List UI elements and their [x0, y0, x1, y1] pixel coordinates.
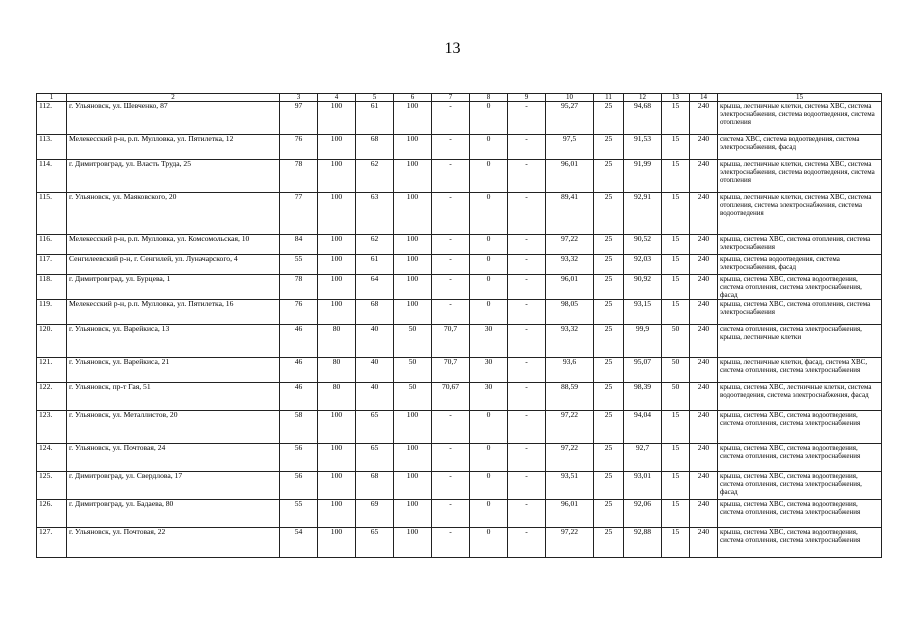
value-cell: - [432, 102, 470, 135]
value-cell: 100 [318, 160, 356, 193]
value-cell: - [508, 444, 546, 472]
value-cell: 98,39 [624, 383, 662, 411]
value-cell: 15 [662, 135, 690, 160]
column-header: 9 [508, 94, 546, 102]
value-cell: - [508, 255, 546, 275]
address-cell: г. Димитровград, ул. Власть Труда, 25 [67, 160, 280, 193]
value-cell: 15 [662, 235, 690, 255]
value-cell: 92,06 [624, 500, 662, 528]
value-cell: 25 [594, 275, 624, 300]
table-row [37, 500, 882, 528]
value-cell: 0 [470, 193, 508, 235]
value-cell: 54 [280, 528, 318, 558]
row-number-cell: 121. [37, 358, 67, 383]
works-cell: крыша, лестничные клетки, система ХВС, система электроснабжения, система водоотведения, система отопления [718, 160, 882, 193]
value-cell: 100 [394, 411, 432, 444]
value-cell: - [508, 160, 546, 193]
value-cell: 56 [280, 444, 318, 472]
value-cell: 15 [662, 275, 690, 300]
value-cell: 40 [356, 358, 394, 383]
value-cell: 63 [356, 193, 394, 235]
address-cell: г. Ульяновск, ул. Маяковского, 20 [67, 193, 280, 235]
value-cell: 100 [394, 500, 432, 528]
value-cell: 92,03 [624, 255, 662, 275]
value-cell: 25 [594, 500, 624, 528]
value-cell: 46 [280, 383, 318, 411]
column-header: 4 [318, 94, 356, 102]
value-cell: 65 [356, 528, 394, 558]
address-cell: Мелекесский р-н, р.п. Мулловка, ул. Пятилетка, 12 [67, 135, 280, 160]
value-cell: 25 [594, 358, 624, 383]
value-cell: 90,92 [624, 275, 662, 300]
row-number-cell: 113. [37, 135, 67, 160]
works-cell: крыша, система ХВС, система водоотведения, система отопления, система электроснабжения [718, 528, 882, 558]
column-header: 7 [432, 94, 470, 102]
value-cell: - [508, 411, 546, 444]
value-cell: 62 [356, 235, 394, 255]
value-cell: - [508, 528, 546, 558]
works-cell: крыша, система водоотведения, система электроснабжения, фасад [718, 255, 882, 275]
column-header: 5 [356, 94, 394, 102]
table-row [37, 411, 882, 444]
column-header: 3 [280, 94, 318, 102]
page-number: 13 [444, 40, 461, 57]
value-cell: 30 [470, 358, 508, 383]
value-cell: 84 [280, 235, 318, 255]
value-cell: - [508, 500, 546, 528]
value-cell: 94,68 [624, 102, 662, 135]
value-cell: 240 [690, 472, 718, 500]
value-cell: 46 [280, 325, 318, 358]
value-cell: - [432, 472, 470, 500]
value-cell: 100 [318, 411, 356, 444]
value-cell: 240 [690, 275, 718, 300]
value-cell: 100 [318, 255, 356, 275]
value-cell: 70,67 [432, 383, 470, 411]
value-cell: 15 [662, 528, 690, 558]
address-cell: г. Димитровград, ул. Свердлова, 17 [67, 472, 280, 500]
value-cell: 25 [594, 235, 624, 255]
value-cell: 0 [470, 235, 508, 255]
value-cell: 100 [394, 472, 432, 500]
value-cell: 15 [662, 411, 690, 444]
column-header: 1 [37, 94, 67, 102]
value-cell: 58 [280, 411, 318, 444]
value-cell: - [432, 135, 470, 160]
value-cell: 15 [662, 300, 690, 325]
row-number-cell: 114. [37, 160, 67, 193]
value-cell: 62 [356, 160, 394, 193]
value-cell: - [508, 102, 546, 135]
value-cell: 25 [594, 444, 624, 472]
table-row [37, 528, 882, 558]
value-cell: 97,22 [546, 444, 594, 472]
value-cell: - [508, 383, 546, 411]
address-cell: г. Ульяновск, ул. Варейкиса, 21 [67, 358, 280, 383]
value-cell: - [432, 255, 470, 275]
value-cell: 30 [470, 383, 508, 411]
value-cell: 78 [280, 160, 318, 193]
value-cell: 91,53 [624, 135, 662, 160]
value-cell: 25 [594, 325, 624, 358]
row-number-cell: 122. [37, 383, 67, 411]
value-cell: - [508, 358, 546, 383]
value-cell: 25 [594, 102, 624, 135]
column-header: 8 [470, 94, 508, 102]
row-number-cell: 123. [37, 411, 67, 444]
value-cell: 100 [318, 235, 356, 255]
value-cell: - [508, 472, 546, 500]
table-body [37, 102, 882, 558]
table-row [37, 135, 882, 160]
value-cell: - [508, 325, 546, 358]
value-cell: 91,99 [624, 160, 662, 193]
value-cell: 68 [356, 300, 394, 325]
value-cell: 40 [356, 325, 394, 358]
value-cell: 80 [318, 358, 356, 383]
value-cell: 50 [394, 358, 432, 383]
address-cell: Мелекесский р-н, р.п. Мулловка, ул. Комсомольская, 10 [67, 235, 280, 255]
row-number-cell: 125. [37, 472, 67, 500]
value-cell: 68 [356, 472, 394, 500]
value-cell: - [508, 193, 546, 235]
address-cell: Сенгилеевский р-н, г. Сенгилей, ул. Луначарского, 4 [67, 255, 280, 275]
column-header: 14 [690, 94, 718, 102]
row-number-cell: 116. [37, 235, 67, 255]
value-cell: 65 [356, 444, 394, 472]
row-number-cell: 112. [37, 102, 67, 135]
value-cell: 77 [280, 193, 318, 235]
works-cell: крыша, система ХВС, система отопления, система электроснабжения [718, 235, 882, 255]
address-cell: г. Димитровград, ул. Бурцева, 1 [67, 275, 280, 300]
value-cell: 25 [594, 255, 624, 275]
table-row [37, 383, 882, 411]
column-header: 6 [394, 94, 432, 102]
value-cell: 96,01 [546, 160, 594, 193]
column-header: 11 [594, 94, 624, 102]
table-row [37, 193, 882, 235]
value-cell: 100 [394, 444, 432, 472]
column-header: 10 [546, 94, 594, 102]
value-cell: 96,01 [546, 275, 594, 300]
table-row [37, 325, 882, 358]
value-cell: 92,88 [624, 528, 662, 558]
value-cell: 100 [318, 102, 356, 135]
address-cell: г. Ульяновск, ул. Почтовая, 22 [67, 528, 280, 558]
value-cell: 94,04 [624, 411, 662, 444]
value-cell: 100 [394, 275, 432, 300]
table-row [37, 300, 882, 325]
row-number-cell: 118. [37, 275, 67, 300]
value-cell: 100 [318, 500, 356, 528]
value-cell: 240 [690, 160, 718, 193]
value-cell: 100 [394, 255, 432, 275]
value-cell: 99,9 [624, 325, 662, 358]
address-cell: г. Ульяновск, ул. Шевченко, 87 [67, 102, 280, 135]
value-cell: - [432, 500, 470, 528]
value-cell: 15 [662, 102, 690, 135]
value-cell: - [432, 235, 470, 255]
works-cell: крыша, система ХВС, система водоотведения, система отопления, система электроснабжения [718, 444, 882, 472]
value-cell: 76 [280, 300, 318, 325]
value-cell: 100 [394, 160, 432, 193]
value-cell: 240 [690, 500, 718, 528]
value-cell: 93,32 [546, 325, 594, 358]
value-cell: 25 [594, 411, 624, 444]
table-row [37, 102, 882, 135]
value-cell: - [432, 275, 470, 300]
value-cell: 50 [662, 358, 690, 383]
value-cell: - [508, 235, 546, 255]
value-cell: 80 [318, 383, 356, 411]
value-cell: 0 [470, 528, 508, 558]
row-number-cell: 127. [37, 528, 67, 558]
value-cell: 0 [470, 255, 508, 275]
value-cell: 15 [662, 255, 690, 275]
value-cell: 50 [662, 383, 690, 411]
value-cell: 96,01 [546, 500, 594, 528]
value-cell: 0 [470, 135, 508, 160]
value-cell: 25 [594, 135, 624, 160]
value-cell: 64 [356, 275, 394, 300]
value-cell: 25 [594, 472, 624, 500]
value-cell: 70,7 [432, 358, 470, 383]
value-cell: 65 [356, 411, 394, 444]
address-cell: г. Ульяновск, ул. Почтовая, 24 [67, 444, 280, 472]
value-cell: 240 [690, 444, 718, 472]
value-cell: 240 [690, 255, 718, 275]
value-cell: 0 [470, 500, 508, 528]
value-cell: 97,5 [546, 135, 594, 160]
value-cell: 89,41 [546, 193, 594, 235]
row-number-cell: 115. [37, 193, 67, 235]
value-cell: 97 [280, 102, 318, 135]
value-cell: 92,7 [624, 444, 662, 472]
value-cell: 240 [690, 358, 718, 383]
value-cell: 98,05 [546, 300, 594, 325]
value-cell: - [508, 300, 546, 325]
value-cell: 240 [690, 102, 718, 135]
value-cell: 92,91 [624, 193, 662, 235]
value-cell: 15 [662, 500, 690, 528]
value-cell: 88,59 [546, 383, 594, 411]
value-cell: 46 [280, 358, 318, 383]
value-cell: 93,01 [624, 472, 662, 500]
works-cell: крыша, система ХВС, система водоотведения, система отопления, система электроснабжения [718, 411, 882, 444]
value-cell: - [432, 528, 470, 558]
value-cell: 50 [394, 383, 432, 411]
works-cell: крыша, система ХВС, система водоотведения, система отопления, система электроснабжения, фасад [718, 275, 882, 300]
address-cell: г. Ульяновск, пр-т Гая, 51 [67, 383, 280, 411]
value-cell: 69 [356, 500, 394, 528]
value-cell: 55 [280, 500, 318, 528]
value-cell: 70,7 [432, 325, 470, 358]
value-cell: 15 [662, 444, 690, 472]
value-cell: 25 [594, 383, 624, 411]
value-cell: 0 [470, 472, 508, 500]
value-cell: - [432, 411, 470, 444]
value-cell: 56 [280, 472, 318, 500]
value-cell: 97,22 [546, 411, 594, 444]
value-cell: 240 [690, 325, 718, 358]
column-header: 13 [662, 94, 690, 102]
housing-repair-table [36, 93, 882, 558]
value-cell: 25 [594, 300, 624, 325]
works-cell: крыша, система ХВС, система водоотведения, система отопления, система электроснабжения, фасад [718, 472, 882, 500]
value-cell: 100 [394, 102, 432, 135]
value-cell: - [432, 444, 470, 472]
works-cell: крыша, система ХВС, система водоотведения, система отопления, система электроснабжения [718, 500, 882, 528]
value-cell: 100 [318, 135, 356, 160]
value-cell: 15 [662, 160, 690, 193]
value-cell: 15 [662, 472, 690, 500]
value-cell: 240 [690, 528, 718, 558]
table-row [37, 255, 882, 275]
column-header: 2 [67, 94, 280, 102]
table-row [37, 444, 882, 472]
column-header: 15 [718, 94, 882, 102]
table-row [37, 160, 882, 193]
value-cell: 61 [356, 255, 394, 275]
works-cell: система ХВС, система водоотведения, система электроснабжения, фасад [718, 135, 882, 160]
value-cell: 15 [662, 193, 690, 235]
value-cell: 100 [318, 528, 356, 558]
value-cell: 0 [470, 102, 508, 135]
works-cell: крыша, лестничные клетки, система ХВС, система электроснабжения, система водоотведения, система отопления [718, 102, 882, 135]
value-cell: 100 [318, 472, 356, 500]
value-cell: 100 [394, 300, 432, 325]
row-number-cell: 120. [37, 325, 67, 358]
value-cell: 25 [594, 193, 624, 235]
value-cell: 97,22 [546, 528, 594, 558]
value-cell: 78 [280, 275, 318, 300]
value-cell: 0 [470, 444, 508, 472]
value-cell: 240 [690, 383, 718, 411]
value-cell: 0 [470, 411, 508, 444]
value-cell: 0 [470, 160, 508, 193]
row-number-cell: 119. [37, 300, 67, 325]
value-cell: 100 [394, 135, 432, 160]
value-cell: 80 [318, 325, 356, 358]
value-cell: 240 [690, 411, 718, 444]
value-cell: - [432, 160, 470, 193]
value-cell: - [508, 135, 546, 160]
works-cell: система отопления, система электроснабжения, крыша, лестничные клетки [718, 325, 882, 358]
table-row [37, 235, 882, 255]
table-row [37, 472, 882, 500]
value-cell: 97,22 [546, 235, 594, 255]
row-number-cell: 126. [37, 500, 67, 528]
value-cell: 50 [662, 325, 690, 358]
value-cell: 240 [690, 193, 718, 235]
row-number-cell: 124. [37, 444, 67, 472]
value-cell: 100 [318, 444, 356, 472]
value-cell: - [432, 300, 470, 325]
value-cell: 30 [470, 325, 508, 358]
address-cell: г. Димитровград, ул. Бадаева, 80 [67, 500, 280, 528]
value-cell: 240 [690, 235, 718, 255]
address-cell: г. Ульяновск, ул. Варейкиса, 13 [67, 325, 280, 358]
value-cell: 68 [356, 135, 394, 160]
value-cell: - [508, 275, 546, 300]
table-row [37, 275, 882, 300]
value-cell: 76 [280, 135, 318, 160]
value-cell: 93,6 [546, 358, 594, 383]
value-cell: 100 [318, 300, 356, 325]
value-cell: 0 [470, 275, 508, 300]
value-cell: 240 [690, 300, 718, 325]
value-cell: 100 [394, 193, 432, 235]
value-cell: 93,32 [546, 255, 594, 275]
value-cell: 95,27 [546, 102, 594, 135]
column-header: 12 [624, 94, 662, 102]
table-row [37, 358, 882, 383]
works-cell: крыша, система ХВС, лестничные клетки, система водоотведения, система электроснабжения, фасад [718, 383, 882, 411]
value-cell: 240 [690, 135, 718, 160]
value-cell: 61 [356, 102, 394, 135]
column-number-row [37, 94, 882, 102]
works-cell: крыша, лестничные клетки, система ХВС, система отопления, система электроснабжения, система водоотведения [718, 193, 882, 235]
value-cell: 95,07 [624, 358, 662, 383]
works-cell: крыша, лестничные клетки, фасад, система ХВС, система отопления, система электроснабжения [718, 358, 882, 383]
value-cell: 100 [318, 275, 356, 300]
value-cell: 50 [394, 325, 432, 358]
value-cell: 100 [394, 235, 432, 255]
works-cell: крыша, система ХВС, система отопления, система электроснабжения [718, 300, 882, 325]
value-cell: 40 [356, 383, 394, 411]
value-cell: 100 [318, 193, 356, 235]
value-cell: 55 [280, 255, 318, 275]
address-cell: г. Ульяновск, ул. Металлистов, 20 [67, 411, 280, 444]
value-cell: 0 [470, 300, 508, 325]
value-cell: 100 [394, 528, 432, 558]
value-cell: 93,51 [546, 472, 594, 500]
value-cell: 93,15 [624, 300, 662, 325]
value-cell: 90,52 [624, 235, 662, 255]
value-cell: 25 [594, 160, 624, 193]
address-cell: Мелекесский р-н, р.п. Мулловка, ул. Пятилетка, 16 [67, 300, 280, 325]
value-cell: - [432, 193, 470, 235]
row-number-cell: 117. [37, 255, 67, 275]
value-cell: 25 [594, 528, 624, 558]
